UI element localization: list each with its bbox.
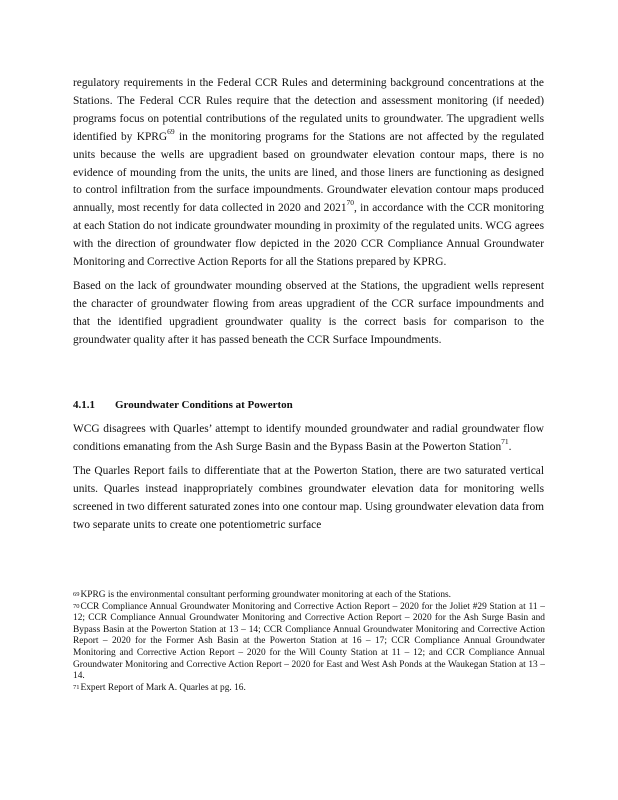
paragraph-quarles-report: The Quarles Report fails to differentiate that at the Powerton Station, there are two saturated vertical units. Quarles instead inappropriately combines groundwater elevation data for monitoring wells screened in two different saturated zones into one contour map. Using groundwater elevation data from two separate units to create one potentiometric surface — [73, 464, 544, 531]
footnote-mark: 71 — [73, 683, 80, 691]
footnote-ref-71: 71 — [501, 436, 509, 446]
footnotes — [73, 590, 545, 694]
section-number: 4.1.1 — [73, 399, 95, 411]
footnote-text: KPRG is the environmental consultant performing groundwater monitoring at each of the Stations. — [80, 590, 451, 600]
paragraph-text: . — [508, 440, 512, 453]
footnote-ref-70: 70 — [346, 198, 355, 208]
paragraph-mounding: Based on the lack of groundwater mounding observed at the Stations, the upgradient wells represent the character of groundwater flowing from areas upgradient of the CCR surface impoundments and that the identified upgradient groundwater quality is the correct basis for comparison to the groundwater quality after it has passed beneath the CCR Surface Impoundments. — [73, 279, 544, 346]
section-title: Groundwater Conditions at Powerton — [115, 399, 293, 411]
paragraph-upgradient-wells — [73, 75, 544, 272]
footnote-text: CCR Compliance Annual Groundwater Monitoring and Corrective Action Report – 2020 for the Joliet #29 Station at 11 – 12; CCR Compliance Annual Groundwater Monitoring and Corrective Action Report – 2020 for the Ash Surge Basin and Bypass Basin at the Powerton Station at 13 – 14; CCR Compliance Annual Groundwater Monitoring and Corrective Action Report – 2020 for the Former Ash Basin at the Powerton Station at 16 – 17; CCR Compliance Annual Groundwater Monitoring and Corrective Action Report – 2020 for the Will County Station at 11 – 12; and CCR Compliance Annual Groundwater Monitoring and Corrective Action Report – 2020 for East and West Ash Ponds at the Waukegan Station at 13 – 14. — [73, 601, 545, 682]
footnote-mark: 70 — [73, 602, 80, 610]
footnote-mark: 69 — [73, 591, 80, 598]
section-heading — [73, 397, 544, 414]
paragraph-text: regulatory requirements in the Federal CCR Rules and determining background concentrations at the Stations. The Federal CCR Rules require that the detection and assessment monitoring (if needed) programs focus on potential contributions of the regulated units to groundwater. The upgradient wells identified by KPRG — [73, 77, 544, 143]
paragraph-text: WCG disagrees with Quarles’ attempt to identify mounded groundwater and radial groundwater flow conditions emanating from the Ash Surge Basin and the Bypass Basin at the Powerton Station — [73, 423, 544, 453]
footnote-70 — [73, 602, 545, 683]
body-text-upper — [73, 75, 544, 356]
body-text-lower — [73, 397, 544, 540]
footnote-69 — [73, 590, 545, 602]
paragraph-text: in the monitoring programs for the Stations are not affected by the regulated units because the wells are upgradient based on groundwater elevation contour maps, there is no evidence of mounding from the units, the units are lined, and those liners are functioning as designed to control infiltration from the surface impoundments. Groundwater elevation contour maps produced annually, most recently for data collected in 2020 and 2021 — [73, 130, 544, 215]
footnote-ref-69: 69 — [167, 126, 175, 136]
footnote-71 — [73, 683, 545, 695]
paragraph-quarles-disagree — [73, 421, 544, 457]
paragraph-text: , in accordance with the CCR monitoring at each Station do not indicate groundwater mounding in proximity of the regulated units. WCG agrees with the direction of groundwater flow depicted in the 2020 CCR Compliance Annual Groundwater Monitoring and Corrective Action Reports for all the Stations prepared by KPRG. — [73, 202, 544, 269]
footnote-text: Expert Report of Mark A. Quarles at pg. 16. — [80, 682, 246, 693]
